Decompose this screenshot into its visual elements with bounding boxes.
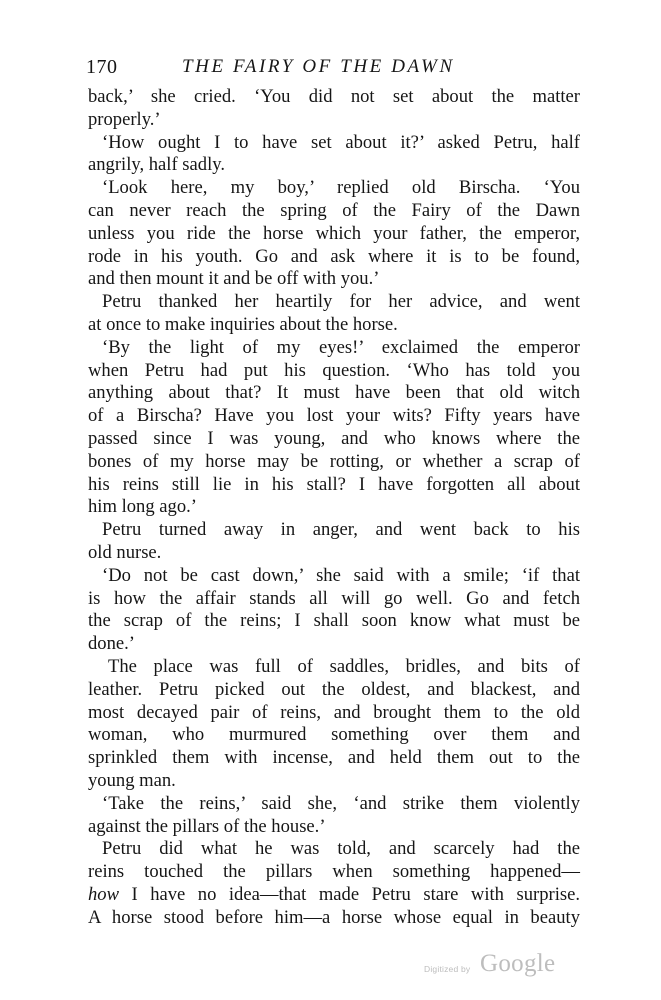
italic-word: how (88, 883, 119, 905)
text-line-rest: I have no idea—that made Petru stare with surprise. (131, 883, 580, 905)
digitized-by-google-watermark (424, 950, 564, 984)
text-line: at once to make inquiries about the horse. (88, 313, 398, 335)
text-line: Petru turned away in anger, and went back to his (102, 519, 580, 541)
text-line: ‘Do not be cast down,’ she said with a smile; ‘if that (102, 564, 580, 586)
text-line-with-italic (88, 884, 580, 907)
text-line: old nurse. (88, 541, 162, 563)
text-line: ‘Take the reins,’ said she, ‘and strike them violently (102, 792, 580, 814)
text-line: back,’ she cried. ‘You did not set about the matter (88, 86, 580, 107)
text-line: leather. Petru picked out the oldest, and blackest, and (88, 678, 580, 700)
text-line: of a Birscha? Have you lost your wits? Fifty years have (88, 405, 580, 427)
text-line: bones of my horse may be rotting, or whether a scrap of (88, 450, 580, 472)
text-line: him long ago.’ (88, 496, 197, 518)
text-line: woman, who murmured something over them and (88, 724, 580, 746)
running-header (86, 56, 581, 82)
text-line: The place was full of saddles, bridles, and bits of (108, 655, 580, 677)
text-line: properly.’ (88, 108, 161, 130)
google-logo: Google (480, 950, 556, 977)
text-line: Petru did what he was told, and scarcely had the (102, 838, 580, 860)
text-line: against the pillars of the house.’ (88, 815, 326, 837)
text-line: young man. (88, 769, 176, 791)
text-line: Petru thanked her heartily for her advice, and went (102, 291, 580, 313)
text-line: done.’ (88, 633, 135, 655)
text-line: and then mount it and be off with you.’ (88, 268, 380, 290)
text-line: most decayed pair of reins, and brought them to the old (88, 701, 580, 723)
text-line: ‘How ought I to have set about it?’ asked Petru, half (102, 131, 580, 153)
text-line: sprinkled them with incense, and held them out to the (88, 747, 580, 769)
digitized-by-text: Digitized by (424, 964, 471, 974)
text-line: ‘Look here, my boy,’ replied old Birscha. ‘You (102, 177, 580, 199)
text-line: ‘By the light of my eyes!’ exclaimed the emperor (102, 336, 580, 358)
text-line: rode in his youth. Go and ask where it is to be found, (88, 245, 580, 267)
page-number: 170 (86, 56, 118, 78)
running-title: THE FAIRY OF THE DAWN (182, 56, 455, 77)
text-line: the scrap of the reins; I shall soon know what must be (88, 610, 580, 632)
text-line: when Petru had put his question. ‘Who has told you (88, 359, 580, 381)
text-line: anything about that? It must have been that old witch (88, 382, 580, 404)
text-line: A horse stood before him—a horse whose equal in beauty (88, 906, 580, 928)
text-line: his reins still lie in his stall? I have forgotten all about (88, 473, 580, 495)
text-line: reins touched the pillars when something happened— (88, 861, 580, 883)
text-line: can never reach the spring of the Fairy of the Dawn (88, 199, 580, 221)
text-line: angrily, half sadly. (88, 154, 226, 176)
text-line: is how the affair stands all will go well. Go and fetch (88, 587, 580, 609)
text-line: passed since I was young, and who knows where the (88, 427, 580, 449)
text-line: unless you ride the horse which your father, the emperor, (88, 222, 580, 244)
body-text (88, 86, 580, 929)
